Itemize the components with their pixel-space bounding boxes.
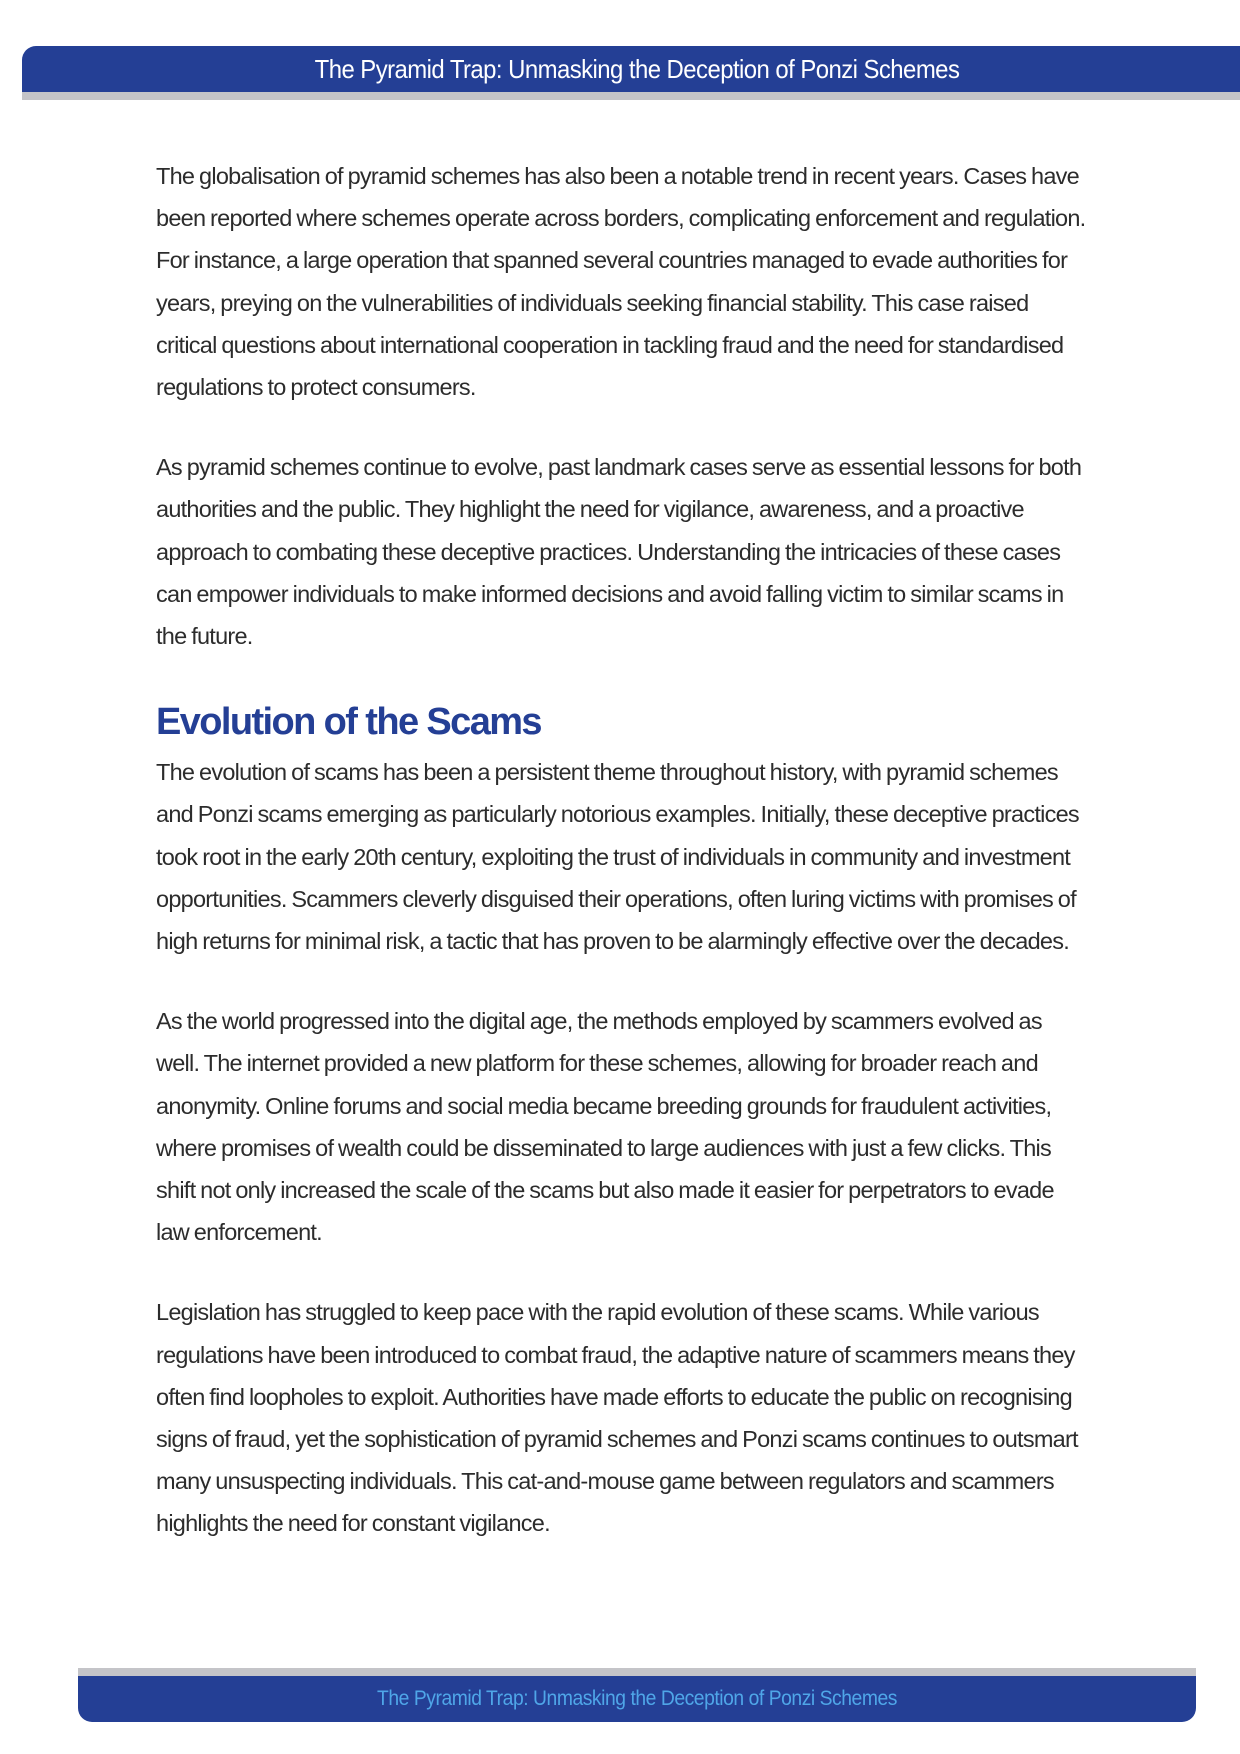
running-header-title: The Pyramid Trap: Unmasking the Deception of Ponzi Schemes [314,54,960,84]
body-paragraph: As the world progressed into the digital age, the methods employed by scammers evolved as well. The internet provided a new platform for these schemes, allowing for broader reach and anonymity. Online forums and social media became breeding grounds for fraudulent activities, where promises of wealth could be disseminated to large audiences with just a few clicks. This shift not only increased the scale of the scams but also made it easier for perpetrators to evade law enforcement. [156,1008,1054,1246]
running-footer-title: The Pyramid Trap: Unmasking the Deception of Ponzi Schemes [377,1687,897,1710]
body-paragraph: Legislation has struggled to keep pace with the rapid evolution of these scams. While various regulations have been introduced to combat fraud, the adaptive nature of scammers means they often find loopholes to exploit. Authorities have made efforts to educate the public on recognising signs of fraud, yet the sophistication of pyramid schemes and Ponzi scams continues to outsmart many unsuspecting individuals. This cat-and-mouse game between regulators and scammers highlights the need for constant vigilance. [156,1299,1078,1537]
body-paragraph: The evolution of scams has been a persistent theme throughout history, with pyramid schemes and Ponzi scams emerging as particularly notorious examples. Initially, these deceptive practices took root in the early 20th century, exploiting the trust of individuals in community and investment opportunities. Scammers cleverly disguised their operations, often luring victims with promises of high returns for minimal risk, a tactic that has proven to be alarmingly effective over the decades. [156,759,1079,955]
footer-top-stripe [78,1668,1196,1676]
page-content [156,155,1086,1545]
header-underline [22,92,1240,100]
body-paragraph: The globalisation of pyramid schemes has also been a notable trend in recent years. Cases have been reported where schemes operate across borders, complicating enforcement and regulation. For instance, a large operation that spanned several countries managed to evade authorities for years, preying on the vulnerabilities of individuals seeking financial stability. This case raised critical questions about international cooperation in tackling fraud and the need for standardised regulations to protect consumers. [156,163,1086,401]
section-heading: Evolution of the Scams [156,701,541,744]
body-paragraph: As pyramid schemes continue to evolve, past landmark cases serve as essential lessons for both authorities and the public. They highlight the need for vigilance, awareness, and a proactive approach to combating these deceptive practices. Understanding the intricacies of these cases can empower individuals to make informed decisions and avoid falling victim to similar scams in the future. [156,454,1082,650]
